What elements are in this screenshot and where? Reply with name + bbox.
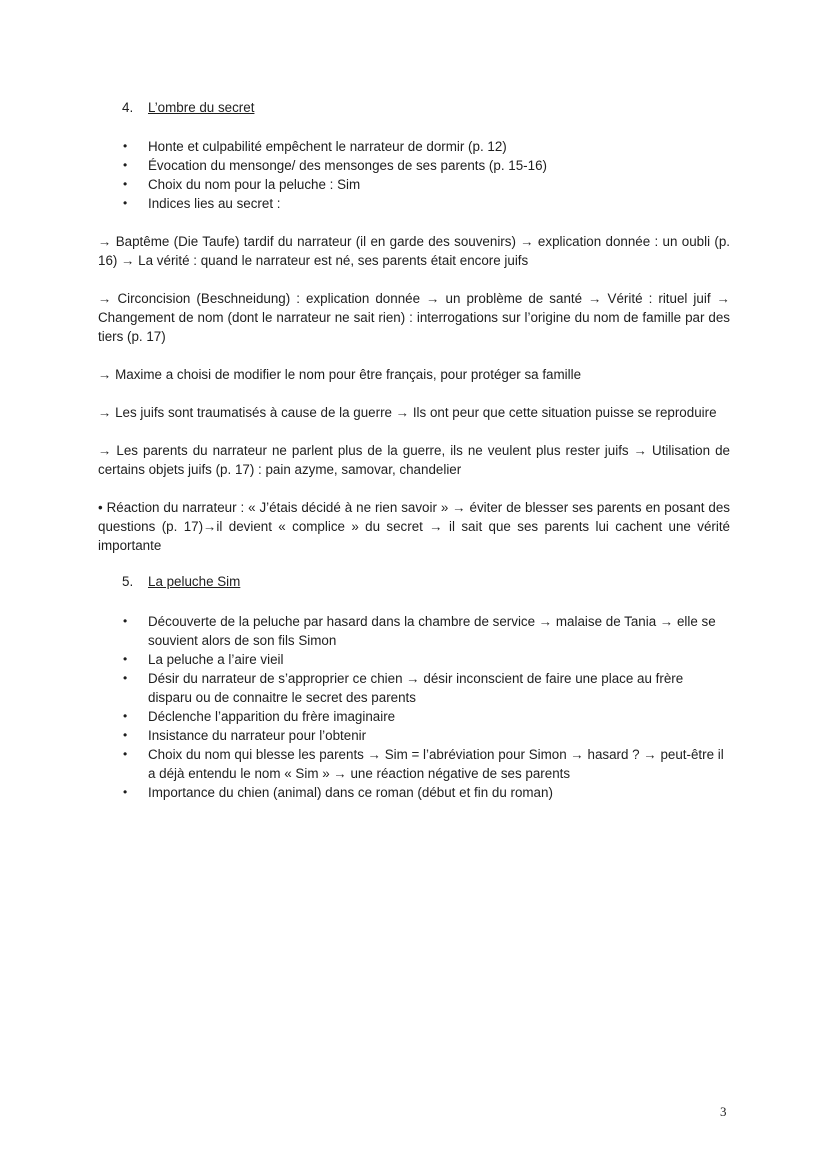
list-item: • Choix du nom qui blesse les parents → Sim = l’abréviation pour Simon → hasard ? → peut-être il a déjà entendu le nom « Sim » → une réaction négative de ses parents <box>123 747 724 781</box>
page-number: 3 <box>720 1104 727 1119</box>
list-item: • Désir du narrateur de s’approprier ce chien → désir inconscient de faire une place au frère disparu ou de connaitre le secret des parents <box>123 671 684 705</box>
paragraph-maxime: → Maxime a choisi de modifier le nom pour être français, pour protéger sa famille <box>98 367 582 382</box>
bullet-icon: • <box>123 158 128 172</box>
bullet-icon: • <box>123 614 128 628</box>
paragraph-juifs-traumatises: → Les juifs sont traumatisés à cause de la guerre → Ils ont peur que cette situation puisse se reproduire <box>98 405 717 420</box>
list-item: • Insistance du narrateur pour l’obtenir <box>123 728 367 743</box>
paragraph-bapteme: → Baptême (Die Taufe) tardif du narrateur (il en garde des souvenirs) → explication donnée : un oubli (p. 16) → La vérité : quand le narrateur est né, ses parents était encore juifs <box>98 234 730 268</box>
paragraph-parents-guerre: → Les parents du narrateur ne parlent plus de la guerre, ils ne veulent plus rester juifs → Utilisation de certains objets juifs (p. 17) : pain azyme, samovar, chandelier <box>98 443 730 477</box>
section-5-bullet-list <box>122 612 730 802</box>
bullet-icon: • <box>123 671 128 685</box>
list-item: • Importance du chien (animal) dans ce roman (début et fin du roman) <box>123 785 553 800</box>
list-item: • Indices lies au secret : <box>123 196 281 211</box>
list-item: • Honte et culpabilité empêchent le narrateur de dormir (p. 12) <box>123 139 507 154</box>
bullet-icon: • <box>123 196 128 210</box>
bullet-icon: • <box>123 139 128 153</box>
list-item: • Choix du nom pour la peluche : Sim <box>123 177 361 192</box>
list-item: • La peluche a l’aire vieil <box>123 652 284 667</box>
section-4-number: 4. <box>122 100 134 115</box>
bullet-icon: • <box>123 747 128 761</box>
bullet-icon: • <box>123 652 128 666</box>
section-4-bullet-list <box>122 137 730 213</box>
bullet-icon: • <box>123 728 128 742</box>
section-5-title: La peluche Sim <box>148 574 241 589</box>
section-5-number: 5. <box>122 574 134 589</box>
bullet-icon: • <box>123 177 128 191</box>
bullet-icon: • <box>123 785 128 799</box>
list-item: • Évocation du mensonge/ des mensonges de ses parents (p. 15-16) <box>123 158 547 173</box>
list-item: • Découverte de la peluche par hasard dans la chambre de service → malaise de Tania → elle se souvient alors de son fils Simon <box>123 614 716 648</box>
section-4-title: L’ombre du secret <box>148 100 255 115</box>
list-item: • Déclenche l’apparition du frère imaginaire <box>123 709 396 724</box>
section-4-heading <box>122 99 254 117</box>
paragraph-reaction-narrateur: • Réaction du narrateur : « J’étais décidé à ne rien savoir » → éviter de blesser ses parents en posant des questions (p. 17)→il devient « complice » du secret → il sait que ses parents lui cachent une vérité importante <box>98 500 730 553</box>
bullet-icon: • <box>123 709 128 723</box>
section-5-heading <box>122 573 240 591</box>
paragraph-circoncision: → Circoncision (Beschneidung) : explication donnée → un problème de santé → Vérité : rituel juif → Changement de nom (dont le narrateur ne sait rien) : interrogations sur l’origine du nom de famille par des tiers (p. 17) <box>98 291 730 344</box>
